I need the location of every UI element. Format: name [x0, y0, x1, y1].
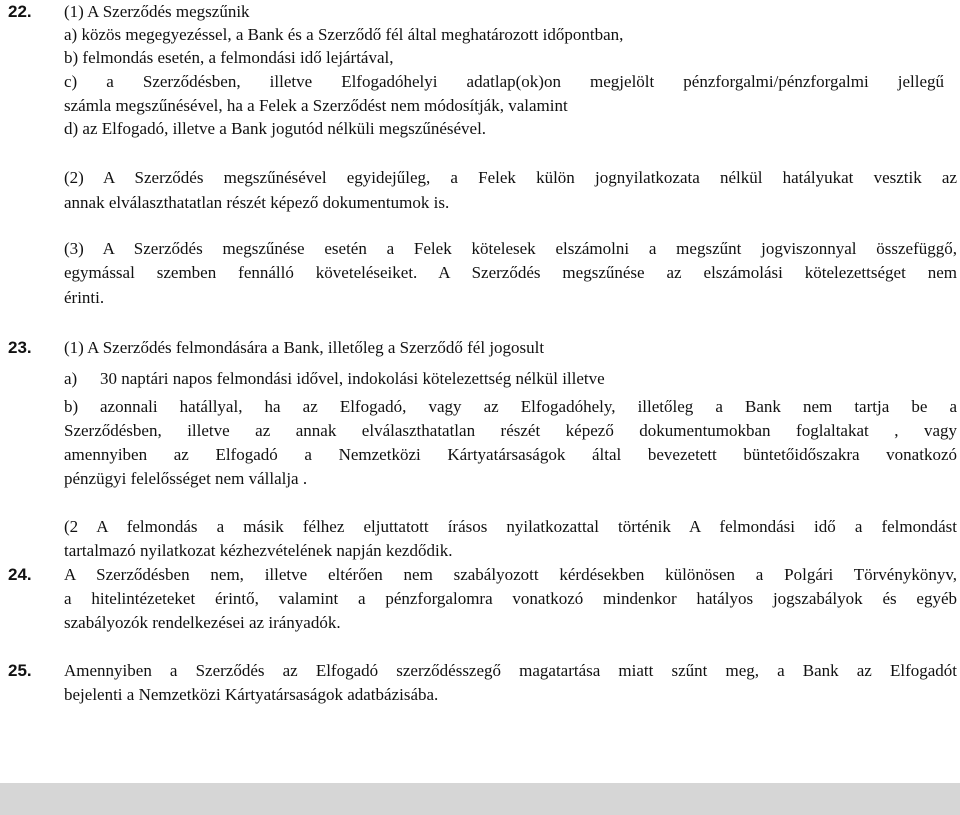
- s23-item-a-text: 30 naptári napos felmondási idővel, indokolási kötelezettség nélkül illetve: [100, 369, 605, 388]
- s22-p3-line3: érinti.: [64, 288, 105, 307]
- s22-p1-item-c-line1: c) a Szerződésben, illetve Elfogadóhelyi adatlap(ok)on megjelölt pénzforgalmi/pénzforgalmi jellegű: [64, 72, 944, 91]
- s25-line2: bejelenti a Nemzetközi Kártyatársaságok adatbázisába.: [64, 685, 439, 704]
- s23-item-b-line2: Szerződésben, illetve az annak elválaszthatatlan részét képező dokumentumokban foglaltakat , vagy: [64, 421, 957, 440]
- section-22-number: 22.: [8, 2, 32, 21]
- s22-p3-line1: (3) A Szerződés megszűnése esetén a Felek kötelesek elszámolni a megszűnt jogviszonnyal összefüggő,: [64, 239, 957, 258]
- s22-p1-item-b: b) felmondás esetén, a felmondási idő lejártával,: [64, 48, 394, 67]
- s23-item-b-line4: pénzügyi felelősséget nem vállalja .: [64, 469, 308, 488]
- s22-p3-line2: egymással szemben fennálló követeléseiket. A Szerződés megszűnése az elszámolási kötelezettséget nem: [64, 263, 957, 282]
- s23-item-b-label: b): [64, 397, 79, 416]
- s23-item-a-label: a): [64, 369, 78, 388]
- section-24-number: 24.: [8, 565, 32, 584]
- s25-line1: Amennyiben a Szerződés az Elfogadó szerződésszegő magatartása miatt szűnt meg, a Bank az Elfogadót: [64, 661, 957, 680]
- s23-p1-heading: (1) A Szerződés felmondására a Bank, illetőleg a Szerződő fél jogosult: [64, 338, 545, 357]
- s23-p2-line1: (2 A felmondás a másik félhez eljuttatott írásos nyilatkozattal történik A felmondási idő a felmondást: [64, 517, 957, 536]
- page-footer-bar: [0, 783, 960, 815]
- s22-p1-item-c-line2: számla megszűnésével, ha a Felek a Szerződést nem módosítják, valamint: [64, 96, 568, 115]
- s24-line3: szabályozók rendelkezései az irányadók.: [64, 613, 341, 632]
- s23-item-b-line1: azonnali hatállyal, ha az Elfogadó, vagy az Elfogadóhely, illetőleg a Bank nem tartja be a: [100, 397, 957, 416]
- s22-p1-item-a: a) közös megegyezéssel, a Bank és a Szerződő fél által meghatározott időpontban,: [64, 25, 624, 44]
- s23-p2-line2: tartalmazó nyilatkozat kézhezvételének napján kezdődik.: [64, 541, 453, 560]
- s22-p2-line1: (2) A Szerződés megszűnésével egyidejűleg, a Felek külön jognyilatkozata nélkül hatályukat vesztik az: [64, 168, 957, 187]
- section-23-number: 23.: [8, 338, 32, 357]
- s24-line2: a hitelintézeteket érintő, valamint a pénzforgalomra vonatkozó mindenkor hatályos jogszabályok és egyéb: [64, 589, 957, 608]
- s22-p1-item-d: d) az Elfogadó, illetve a Bank jogutód nélküli megszűnésével.: [64, 119, 487, 138]
- section-25-number: 25.: [8, 661, 32, 680]
- s23-item-b-line3: amennyiben az Elfogadó a Nemzetközi Kártyatársaságok által bevezetett büntetőidőszakra vonatkozó: [64, 445, 957, 464]
- s22-p1-heading: (1) A Szerződés megszűnik: [64, 2, 250, 21]
- s24-line1: A Szerződésben nem, illetve eltérően nem szabályozott kérdésekben különösen a Polgári Törvénykönyv,: [64, 565, 957, 584]
- s22-p2-line2: annak elválaszthatatlan részét képező dokumentumok is.: [64, 193, 450, 212]
